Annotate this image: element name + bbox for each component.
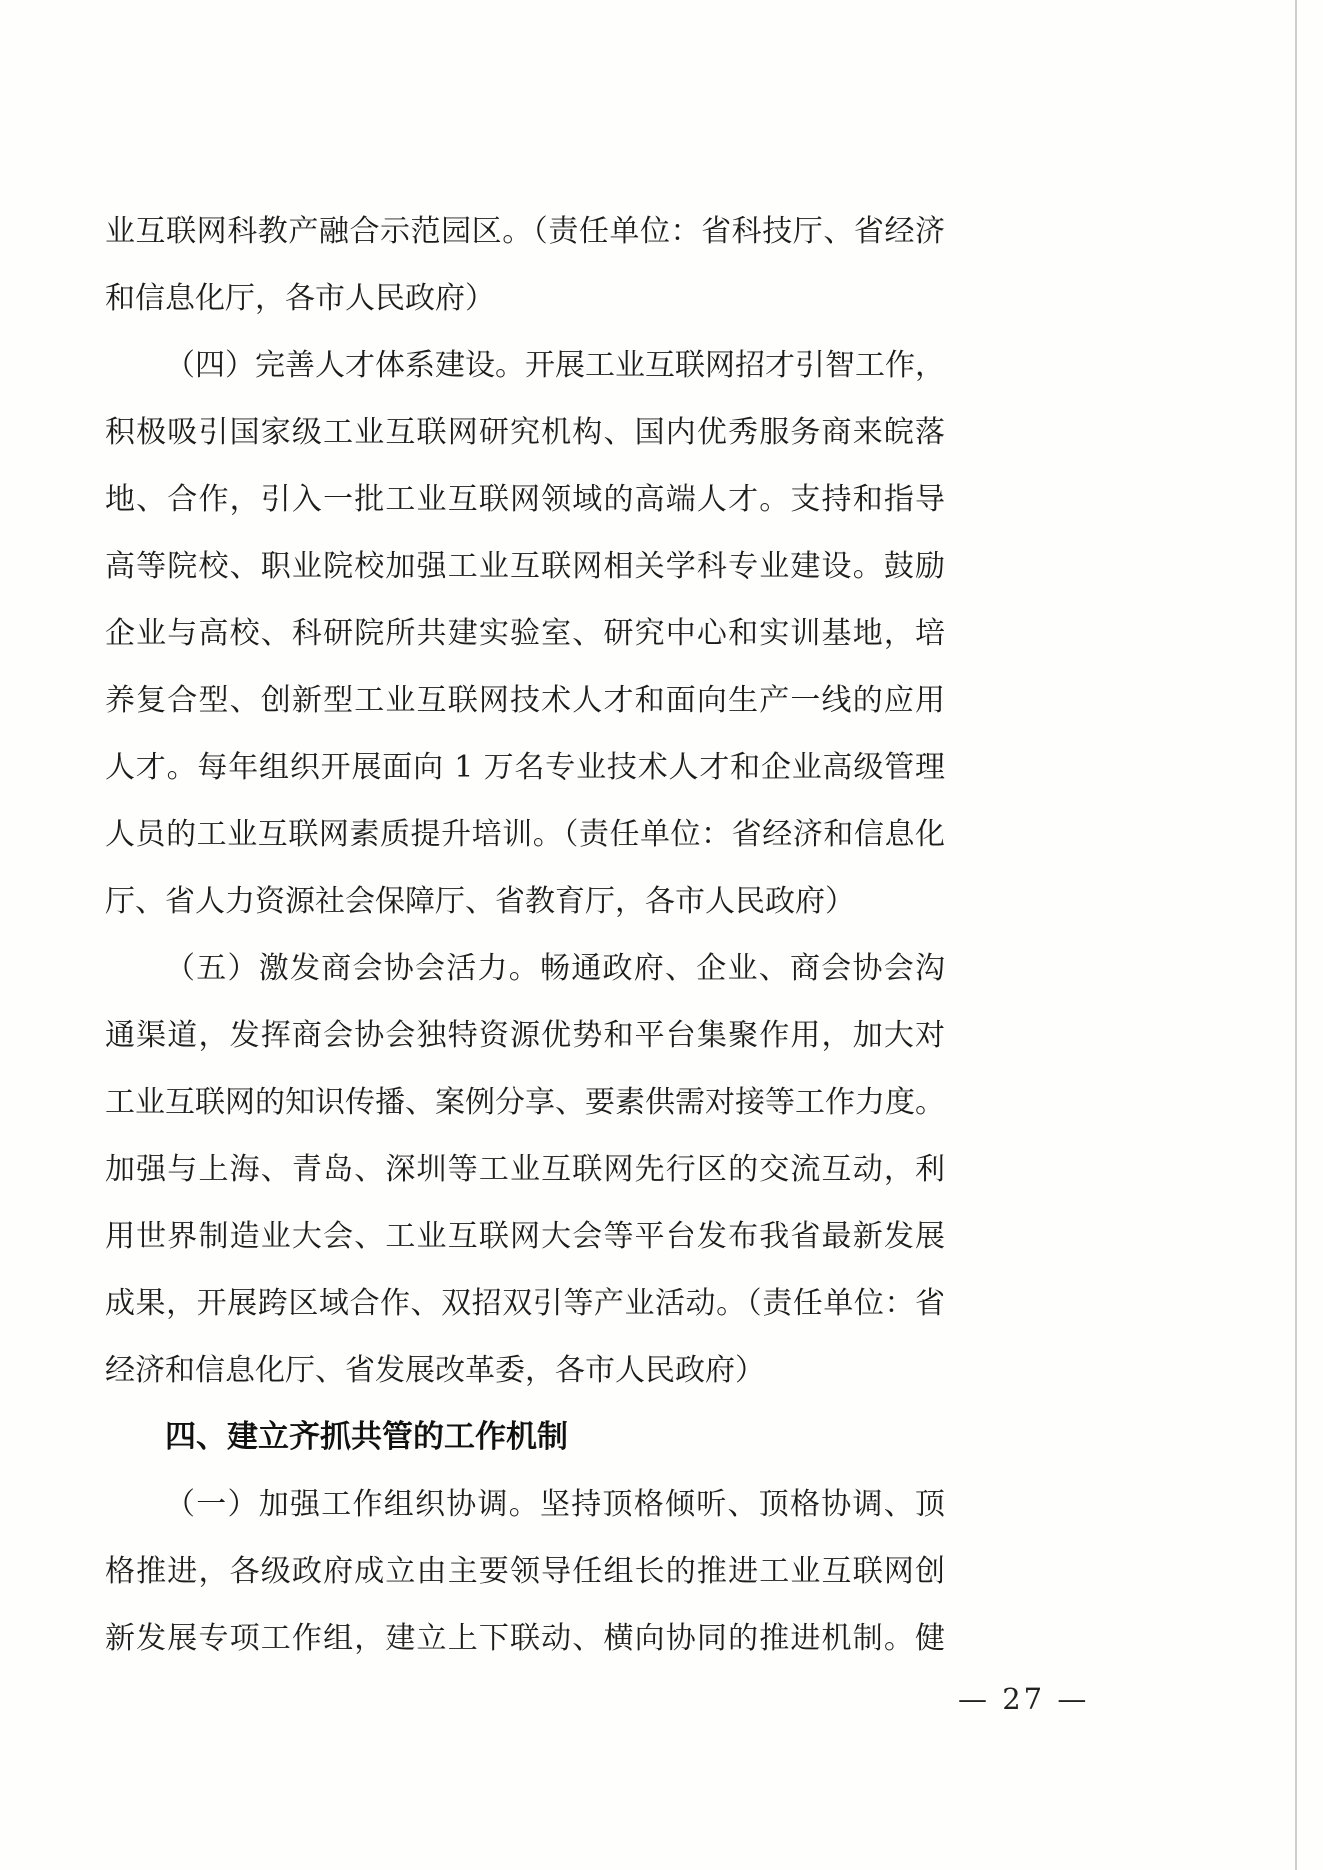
text-line: 工业互联网的知识传播、案例分享、要素供需对接等工作力度。 bbox=[105, 1085, 945, 1120]
document-body bbox=[105, 198, 945, 1672]
text-line: 和信息化厅，各市人民政府） bbox=[105, 281, 495, 316]
text-line: 厅、省人力资源社会保障厅、省教育厅，各市人民政府） bbox=[105, 884, 855, 919]
text-line: （四）完善人才体系建设。开展工业互联网招才引智工作， bbox=[165, 348, 945, 383]
text-line: 积极吸引国家级工业互联网研究机构、国内优秀服务商来皖落 bbox=[105, 415, 945, 450]
text-line: 用世界制造业大会、工业互联网大会等平台发布我省最新发展 bbox=[105, 1219, 945, 1254]
text-line: 格推进，各级政府成立由主要领导任组长的推进工业互联网创 bbox=[105, 1554, 945, 1589]
scan-edge-line bbox=[1295, 0, 1297, 1870]
text-line: （一）加强工作组织协调。坚持顶格倾听、顶格协调、顶 bbox=[165, 1487, 945, 1522]
text-line: （五）激发商会协会活力。畅通政府、企业、商会协会沟 bbox=[165, 951, 945, 986]
text-line: 人才。每年组织开展面向 1 万名专业技术人才和企业高级管理 bbox=[105, 750, 945, 785]
text-line: 业互联网科教产融合示范园区。（责任单位：省科技厅、省经济 bbox=[105, 214, 945, 249]
text-line: 企业与高校、科研院所共建实验室、研究中心和实训基地，培 bbox=[105, 616, 945, 651]
text-line: 地、合作，引入一批工业互联网领域的高端人才。支持和指导 bbox=[105, 482, 945, 517]
text-line: 新发展专项工作组，建立上下联动、横向协同的推进机制。健 bbox=[105, 1621, 945, 1656]
text-line: 养复合型、创新型工业互联网技术人才和面向生产一线的应用 bbox=[105, 683, 945, 718]
text-line: 人员的工业互联网素质提升培训。（责任单位：省经济和信息化 bbox=[105, 817, 945, 852]
text-line: 经济和信息化厅、省发展改革委，各市人民政府） bbox=[105, 1353, 765, 1388]
page-number: — 27 — bbox=[958, 1682, 1090, 1716]
text-line: 通渠道，发挥商会协会独特资源优势和平台集聚作用，加大对 bbox=[105, 1018, 945, 1053]
text-line: 加强与上海、青岛、深圳等工业互联网先行区的交流互动，利 bbox=[105, 1152, 945, 1187]
text-line: 成果，开展跨区域合作、双招双引等产业活动。（责任单位：省 bbox=[105, 1286, 945, 1321]
text-line: 高等院校、职业院校加强工业互联网相关学科专业建设。鼓励 bbox=[105, 549, 945, 584]
section-heading: 四、建立齐抓共管的工作机制 bbox=[165, 1419, 568, 1455]
